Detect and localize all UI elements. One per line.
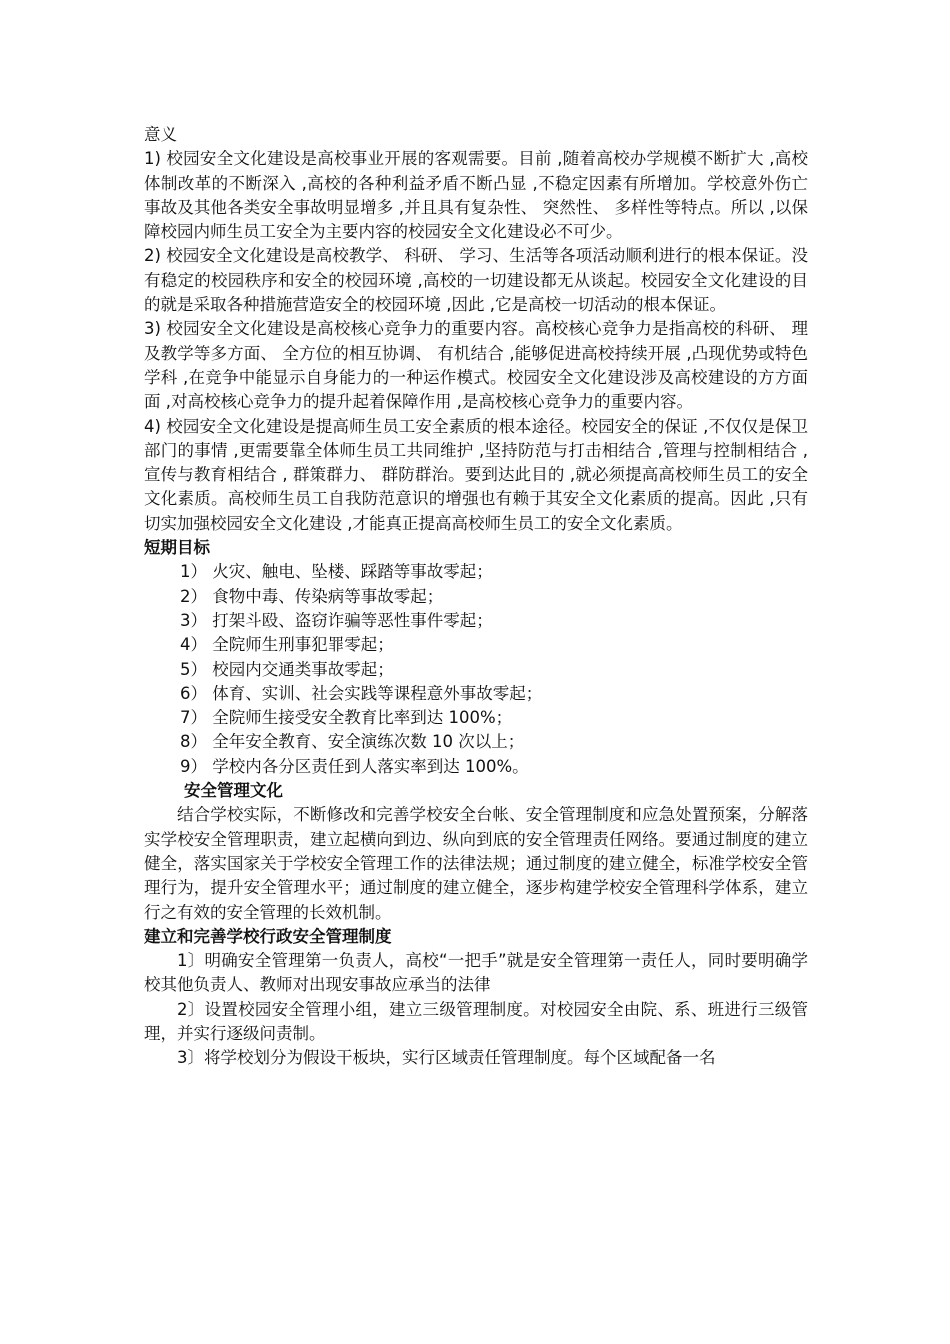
short-term-goals-list [144, 560, 808, 779]
meaning-paragraph-1: 1) 校园安全文化建设是高校事业开展的客观需要。目前 ,随着高校办学规模不断扩大 ,高校体制改革的不断深入 ,高校的各种利益矛盾不断凸显 ,不稳定因素有所增加。学校意外伤亡事故及其他各类安全事故明显增多 ,并且具有复杂性、 突然性、 多样性等特点。所以 ,以保障校园内师生员工安全为主要内容的校园安全文化建设必不可少。 [144, 149, 808, 242]
admin-item-3: 3〕将学校划分为假设干板块，实行区域责任管理制度。每个区域配备一名 [177, 1048, 716, 1068]
safety-management-culture-paragraph: 结合学校实际，不断修改和完善学校安全台帐、安全管理制度和应急处置预案，分解落实学校安全管理职责，建立起横向到边、纵向到底的安全管理责任网络。要通过制度的建立健全，落实国家关于学校安全管理工作的法律法规；通过制度的建立健全，标准学校安全管理行为，提升安全管理水平；通过制度的建立健全，逐步构建学校安全管理科学体系，建立行之有效的安全管理的长效机制。 [144, 805, 808, 922]
meaning-paragraph-3: 3) 校园安全文化建设是高校核心竞争力的重要内容。高校核心竞争力是指高校的科研、 理及教学等多方面、 全方位的相互协调、 有机结合 ,能够促进高校持续开展 ,凸现优势或特色学科 ,在竞争中能显示自身能力的一种运作模式。校园安全文化建设涉及高校建设的方方面面 ,对高校核心竞争力的提升起着保障作用 ,是高校核心竞争力的重要内容。 [144, 319, 808, 412]
section-title-meaning: 意义 [144, 125, 177, 144]
document-page [144, 123, 808, 1071]
admin-item-2: 2〕设置校园安全管理小组，建立三级管理制度。对校园安全由院、系、班进行三级管理，并实行逐级问责制。 [144, 999, 808, 1043]
list-item: 9） 学校内各分区责任到人落实率到达 100%。 [180, 756, 529, 776]
meaning-paragraph-4: 4) 校园安全文化建设是提高师生员工安全素质的根本途径。校园安全的保证 ,不仅仅是保卫部门的事情 ,更需要靠全体师生员工共同维护 ,坚持防范与打击相结合 ,管理与控制相结合 ,宣传与教育相结合 , 群策群力、 群防群治。要到达此目的 ,就必须提高高校师生员工的安全文化素质。高校师生员工自我防范意识的增强也有赖于其安全文化素质的提高。因此 ,只有切实加强校园安全文化建设 ,才能真正提高高校师生员工的安全文化素质。 [144, 416, 808, 533]
meaning-paragraph-2: 2) 校园安全文化建设是高校教学、 科研、 学习、生活等各项活动顺利进行的根本保证。没有稳定的校园秩序和安全的校园环境 ,高校的一切建设都无从谈起。校园安全文化建设的目的就是采取各种措施营造安全的校园环境 ,因此 ,它是高校一切活动的根本保证。 [144, 246, 808, 315]
list-item: 2） 食物中毒、传染病等事故零起； [180, 586, 444, 606]
list-item: 3） 打架斗殴、盗窃诈骗等恶性事件零起； [180, 610, 493, 630]
section-title-short-term-goals: 短期目标 [144, 538, 210, 558]
list-item: 6） 体育、实训、社会实践等课程意外事故零起； [180, 683, 543, 703]
section-title-safety-management-culture: 安全管理文化 [184, 781, 283, 801]
list-item: 7） 全院师生接受安全教育比率到达 100%； [180, 708, 513, 728]
admin-item-1: 1〕明确安全管理第一负责人，高校“一把手”就是安全管理第一责任人，同时要明确学校其他负责人、教师对出现安事故应承当的法律 [144, 951, 808, 995]
list-item: 1） 火灾、触电、坠楼、踩踏等事故零起； [180, 562, 493, 582]
list-item: 4） 全院师生刑事犯罪零起； [180, 635, 394, 655]
section-title-admin-safety-system: 建立和完善学校行政安全管理制度 [144, 926, 392, 946]
list-item: 8） 全年安全教育、安全演练次数 10 次以上； [180, 732, 525, 752]
list-item: 5） 校园内交通类事故零起； [180, 659, 394, 679]
